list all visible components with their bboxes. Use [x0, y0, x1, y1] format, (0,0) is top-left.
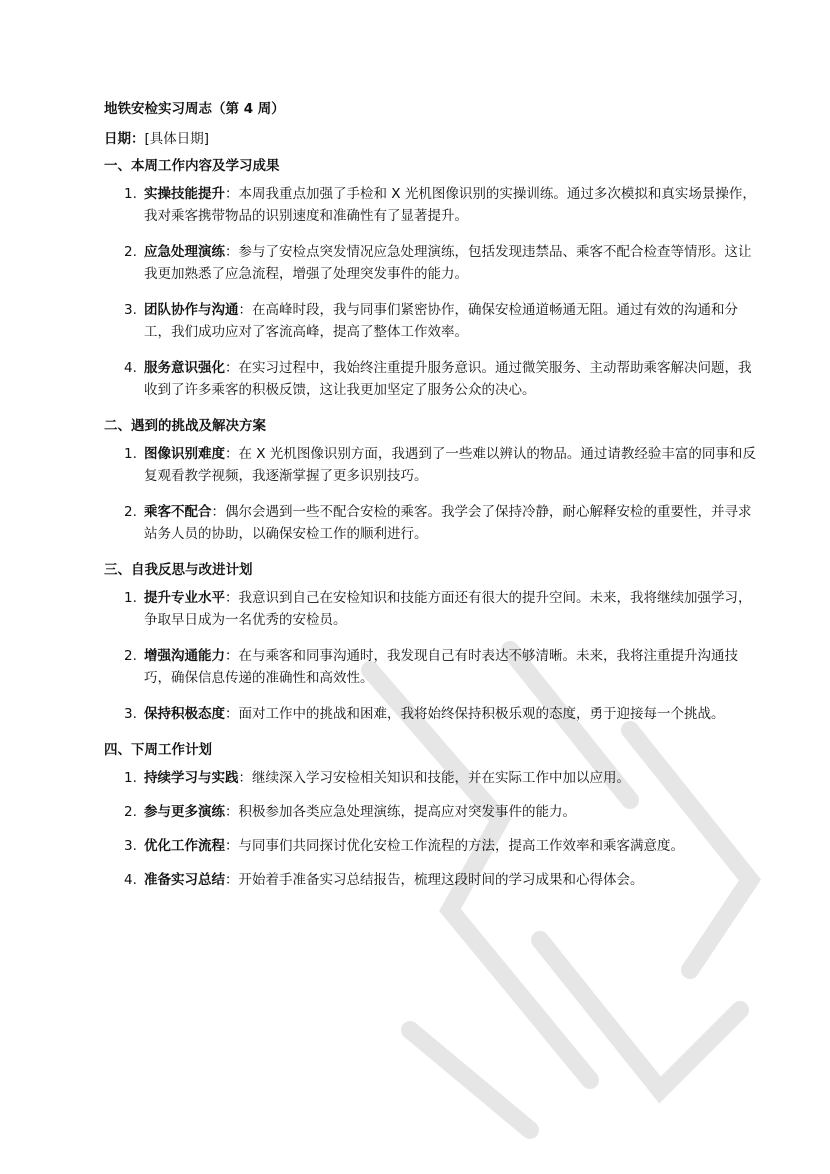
item-text: 面对工作中的挑战和困难，我将始终保持积极乐观的态度，勇于迎接每一个挑战。	[238, 706, 725, 722]
item-term: 应急处理演练	[144, 244, 225, 260]
item-body	[144, 869, 764, 891]
item-separator: ：	[238, 302, 252, 318]
item-body	[144, 501, 764, 545]
list-item	[104, 299, 764, 343]
section-work-content	[104, 155, 764, 401]
item-body	[144, 299, 764, 343]
item-separator: ：	[225, 706, 239, 722]
document-body	[104, 98, 764, 903]
item-separator: ：	[211, 504, 225, 520]
item-text: 积极参加各类应急处理演练，提高应对突发事件的能力。	[238, 804, 576, 820]
item-text: 我意识到自己在安检知识和技能方面还有很大的提升空间。未来，我将继续加强学习，争取早日成为一名优秀的安检员。	[144, 590, 752, 628]
item-text: 在 X 光机图像识别方面，我遇到了一些难以辨认的物品。通过请教经验丰富的同事和反复观看教学视频，我逐渐掌握了更多识别技巧。	[144, 446, 756, 484]
item-term: 增强沟通能力	[144, 648, 225, 664]
item-text: 继续深入学习安检相关知识和技能，并在实际工作中加以应用。	[252, 770, 630, 786]
item-text: 在实习过程中，我始终注重提升服务意识。通过微笑服务、主动帮助乘客解决问题，我收到了许多乘客的积极反馈，这让我更加坚定了服务公众的决心。	[144, 360, 752, 398]
date-value: [具体日期]	[144, 131, 210, 147]
item-term: 保持积极态度	[144, 706, 225, 722]
item-body	[144, 703, 764, 725]
item-number: 2.	[124, 648, 137, 664]
item-separator: ：	[225, 804, 239, 820]
item-term: 服务意识强化	[144, 360, 225, 376]
section-heading: 四、下周工作计划	[104, 742, 212, 758]
item-body	[144, 645, 764, 689]
list-item	[104, 357, 764, 401]
item-text: 开始着手准备实习总结报告，梳理这段时间的学习成果和心得体会。	[238, 872, 644, 888]
section-heading: 二、遇到的挑战及解决方案	[104, 418, 266, 434]
list-item	[104, 801, 764, 823]
item-text: 与同事们共同探讨优化安检工作流程的方法，提高工作效率和乘客满意度。	[238, 838, 684, 854]
list-item	[104, 767, 764, 789]
item-body	[144, 241, 764, 285]
item-separator: ：	[225, 590, 239, 606]
date-label: 日期：	[104, 131, 145, 147]
item-separator: ：	[225, 872, 239, 888]
item-separator: ：	[225, 648, 239, 664]
item-text: 偶尔会遇到一些不配合安检的乘客。我学会了保持冷静，耐心解释安检的重要性，并寻求站务人员的协助，以确保安检工作的顺利进行。	[144, 504, 752, 542]
item-number: 2.	[124, 244, 137, 260]
item-text: 在与乘客和同事沟通时，我发现自己有时表达不够清晰。未来，我将注重提升沟通技巧，确保信息传递的准确性和高效性。	[144, 648, 738, 686]
item-number: 2.	[124, 804, 137, 820]
date-line	[104, 128, 764, 150]
item-body	[144, 835, 764, 857]
item-term: 图像识别难度	[144, 446, 225, 462]
item-term: 乘客不配合	[144, 504, 212, 520]
item-number: 1.	[124, 770, 137, 786]
item-term: 准备实习总结	[144, 872, 225, 888]
section-heading: 三、自我反思与改进计划	[104, 562, 253, 578]
item-number: 1.	[124, 186, 137, 202]
item-term: 参与更多演练	[144, 804, 225, 820]
item-body	[144, 443, 764, 487]
item-body	[144, 587, 764, 631]
item-separator: ：	[225, 360, 239, 376]
item-body	[144, 183, 764, 227]
item-term: 提升专业水平	[144, 590, 225, 606]
list-item	[104, 703, 764, 725]
section-next-week-plan	[104, 739, 764, 891]
item-term: 实操技能提升	[144, 186, 225, 202]
item-body	[144, 767, 764, 789]
list-item	[104, 443, 764, 487]
item-number: 2.	[124, 504, 137, 520]
item-number: 1.	[124, 446, 137, 462]
list-item	[104, 241, 764, 285]
item-text: 本周我重点加强了手检和 X 光机图像识别的实操训练。通过多次模拟和真实场景操作，我对乘客携带物品的识别速度和准确性有了显著提升。	[144, 186, 756, 224]
item-number: 4.	[124, 872, 137, 888]
item-separator: ：	[225, 838, 239, 854]
item-separator: ：	[225, 186, 239, 202]
section-list	[104, 443, 764, 545]
item-text: 参与了安检点突发情况应急处理演练，包括发现违禁品、乘客不配合检查等情形。这让我更加熟悉了应急流程，增强了处理突发事件的能力。	[144, 244, 752, 282]
document-title: 地铁安检实习周志（第 4 周）	[104, 101, 285, 117]
list-item	[104, 501, 764, 545]
item-separator: ：	[225, 244, 239, 260]
item-number: 3.	[124, 302, 137, 318]
item-term: 团队协作与沟通	[144, 302, 239, 318]
item-term: 优化工作流程	[144, 838, 225, 854]
item-body	[144, 801, 764, 823]
section-reflection	[104, 559, 764, 725]
item-number: 3.	[124, 706, 137, 722]
list-item	[104, 869, 764, 891]
list-item	[104, 587, 764, 631]
item-separator: ：	[238, 770, 252, 786]
item-separator: ：	[225, 446, 239, 462]
item-number: 4.	[124, 360, 137, 376]
item-text: 在高峰时段，我与同事们紧密协作，确保安检通道畅通无阻。通过有效的沟通和分工，我们成功应对了客流高峰，提高了整体工作效率。	[144, 302, 738, 340]
list-item	[104, 183, 764, 227]
item-body	[144, 357, 764, 401]
section-challenges	[104, 415, 764, 545]
item-term: 持续学习与实践	[144, 770, 239, 786]
section-list	[104, 767, 764, 891]
section-list	[104, 183, 764, 401]
list-item	[104, 645, 764, 689]
list-item	[104, 835, 764, 857]
item-number: 3.	[124, 838, 137, 854]
item-number: 1.	[124, 590, 137, 606]
section-heading: 一、本周工作内容及学习成果	[104, 158, 280, 174]
section-list	[104, 587, 764, 725]
